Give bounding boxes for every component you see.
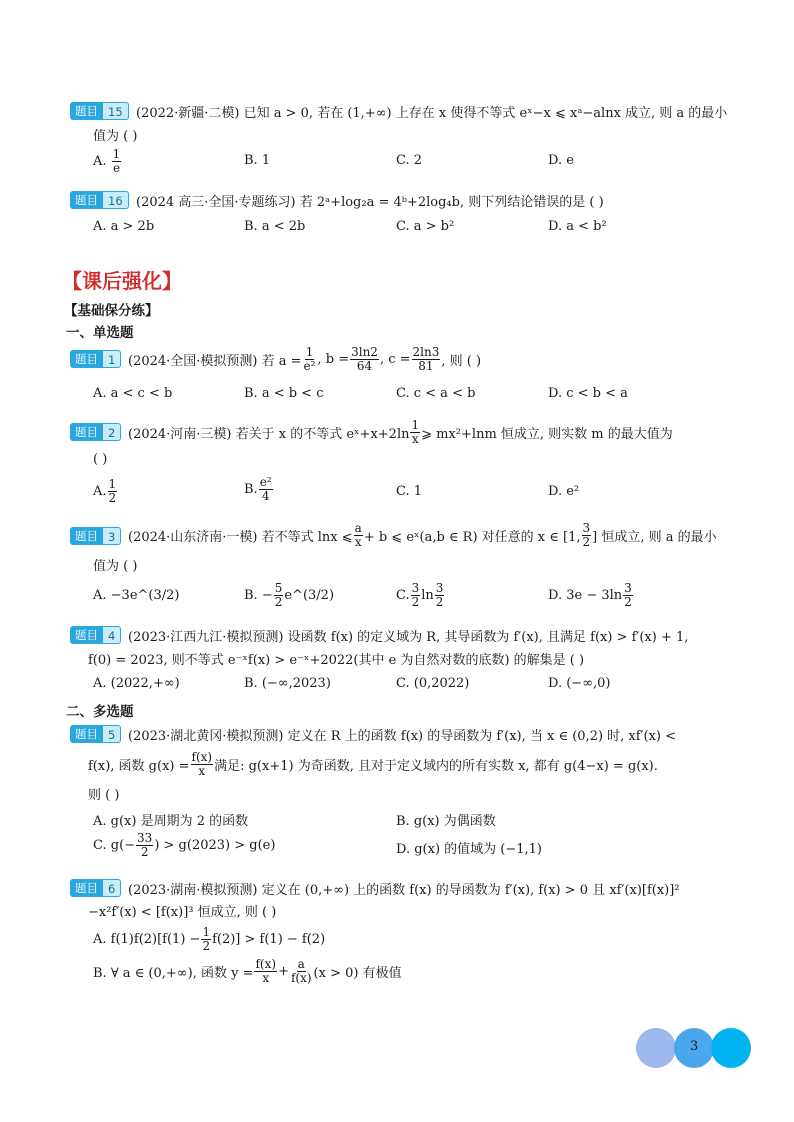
q1-stem: (2024·全国·模拟预测) 若 a = $\frac{1}{\text{e²}}$ , b = $\frac{3\ln 2}{64}$ , c = $\frac{2\ln 3}{81}$ , 则 ( ) [128, 344, 482, 373]
question-tag-5: 题目 5 [70, 725, 121, 743]
q3-option-b: B. − $\frac{5}{2}$ e^(3/2) [244, 581, 335, 609]
q2-option-c: C. 1 [396, 484, 423, 499]
q1-option-c: C. c < a < b [396, 386, 476, 401]
q5-option-c: C. g(− $\frac{33}{2}$ ) > g(2023) > g(e) [93, 831, 276, 859]
q4-stem-line2: f(0) = 2023, 则不等式 e⁻ˣf(x) > e⁻ˣ+2022(其中 e 为自然对数的底数) 的解集是 ( ) [88, 653, 585, 668]
q6-option-b: B. ∀ a ∈ (0,+∞), 函数 y = $\frac{f(x)}{x}$ + $\frac{a}{f(x)}$ (x > 0) 有极值 [93, 957, 402, 985]
q15-option-b: B. 1 [244, 153, 271, 168]
question-number: 15 [103, 102, 129, 120]
page-circle-left [636, 1028, 676, 1068]
q2-option-a: A. $\frac{1}{2}$ [93, 477, 117, 505]
question-tag-16: 题目 16 [70, 191, 129, 209]
q1-option-b: B. a < b < c [244, 386, 324, 401]
q4-option-c: C. (0,2022) [396, 676, 470, 691]
q5-stem-line1: (2023·湖北黄冈·模拟预测) 定义在 R 上的函数 f(x) 的导函数为 f′(x), 当 x ∈ (0,2) 时, xf′(x) < [128, 729, 677, 744]
question-tag-1: 题目 1 [70, 350, 121, 368]
q2-stem-line2: ( ) [93, 452, 108, 467]
q16-stem: (2024 高三·全国·专题练习) 若 2ᵃ+log₂a = 4ᵇ+2log₄b, 则下列结论错误的是 ( ) [136, 195, 604, 210]
q4-option-a: A. (2022,+∞) [93, 676, 180, 691]
section-title: 【课后强化】 [62, 269, 182, 293]
question-tag-6: 题目 6 [70, 879, 121, 897]
q2-option-b: B. $\frac{\text{e²}}{4}$ [244, 475, 272, 503]
question-tag-15 [70, 102, 129, 120]
q16-option-b: B. a < 2b [244, 219, 306, 234]
q3-option-a: A. −3e^(3/2) [93, 588, 180, 603]
q5-stem-line2: f(x), 函数 g(x) = $\frac{f(x)}{x}$ 满足: g(x+1) 为奇函数, 且对于定义域内的所有实数 x, 都有 g(4−x) = g(x). [88, 749, 658, 778]
q4-option-d: D. (−∞,0) [548, 676, 611, 691]
q4-option-b: B. (−∞,2023) [244, 676, 331, 691]
q3-stem: (2024·山东济南·一模) 若不等式 lnx ⩽ $\frac{a}{x}$ + b ⩽ eˣ(a,b ∈ R) 对任意的 x ∈ [1, $\frac{3}{2}$ ] 恒成立, 则 a 的最小 [128, 520, 717, 549]
q15-stem-line2: 值为 ( ) [93, 129, 138, 144]
q3-option-c: C. $\frac{3}{2}$ ln $\frac{3}{2}$ [396, 581, 444, 609]
q3-option-d: D. 3e − 3ln $\frac{3}{2}$ [548, 581, 632, 609]
part-multiple-choice: 二、多选题 [66, 704, 134, 720]
sub-title: 【基础保分练】 [64, 303, 159, 319]
q15-option-d: D. e [548, 153, 574, 168]
q15-option-a: A. $\frac{1}{e}$ [93, 147, 121, 175]
q15-option-c: C. 2 [396, 153, 423, 168]
q5-option-b: B. g(x) 为偶函数 [396, 814, 496, 829]
q6-stem-line1: (2023·湖南·模拟预测) 定义在 (0,+∞) 上的函数 f(x) 的导函数为 f′(x), f(x) > 0 且 xf′(x)[f(x)]² [128, 883, 680, 898]
q15-stem-line1: (2022·新疆·二模) 已知 a > 0, 若在 (1,+∞) 上存在 x 使得不等式 eˣ−x ⩽ xᵃ−alnx 成立, 则 a 的最小 [136, 106, 728, 121]
q4-stem-line1: (2023·江西九江·模拟预测) 设函数 f(x) 的定义域为 R, 其导函数为 f′(x), 且满足 f(x) > f′(x) + 1, [128, 630, 689, 645]
q5-option-a: A. g(x) 是周期为 2 的函数 [93, 814, 249, 829]
q6-option-a: A. f(1)f(2)[f(1) − $\frac{1}{2}$ f(2)] > f(1) − f(2) [93, 925, 326, 953]
question-tag-label: 题目 [70, 102, 103, 120]
question-tag-2: 题目 2 [70, 423, 121, 441]
q16-option-d: D. a < b² [548, 219, 607, 234]
q2-stem: (2024·河南·三模) 若关于 x 的不等式 eˣ+x+2ln $\frac{1}{x}$ ⩾ mx²+lnm 恒成立, 则实数 m 的最大值为 [128, 417, 673, 446]
q16-option-c: C. a > b² [396, 219, 455, 234]
question-tag-3: 题目 3 [70, 527, 121, 545]
q16-option-a: A. a > 2b [93, 219, 155, 234]
question-tag-4: 题目 4 [70, 626, 121, 644]
q2-option-d: D. e² [548, 484, 580, 499]
q1-option-d: D. c < b < a [548, 386, 628, 401]
part-single-choice: 一、单选题 [66, 325, 134, 341]
page-number: 3 [690, 1039, 699, 1054]
q3-stem-line2: 值为 ( ) [93, 559, 138, 574]
q5-option-d: D. g(x) 的值域为 (−1,1) [396, 842, 542, 857]
page-circle-right [711, 1028, 751, 1068]
q5-stem-line3: 则 ( ) [88, 788, 120, 803]
q6-stem-line2: −x²f′(x) < [f(x)]³ 恒成立, 则 ( ) [88, 905, 277, 920]
q1-option-a: A. a < c < b [93, 386, 173, 401]
